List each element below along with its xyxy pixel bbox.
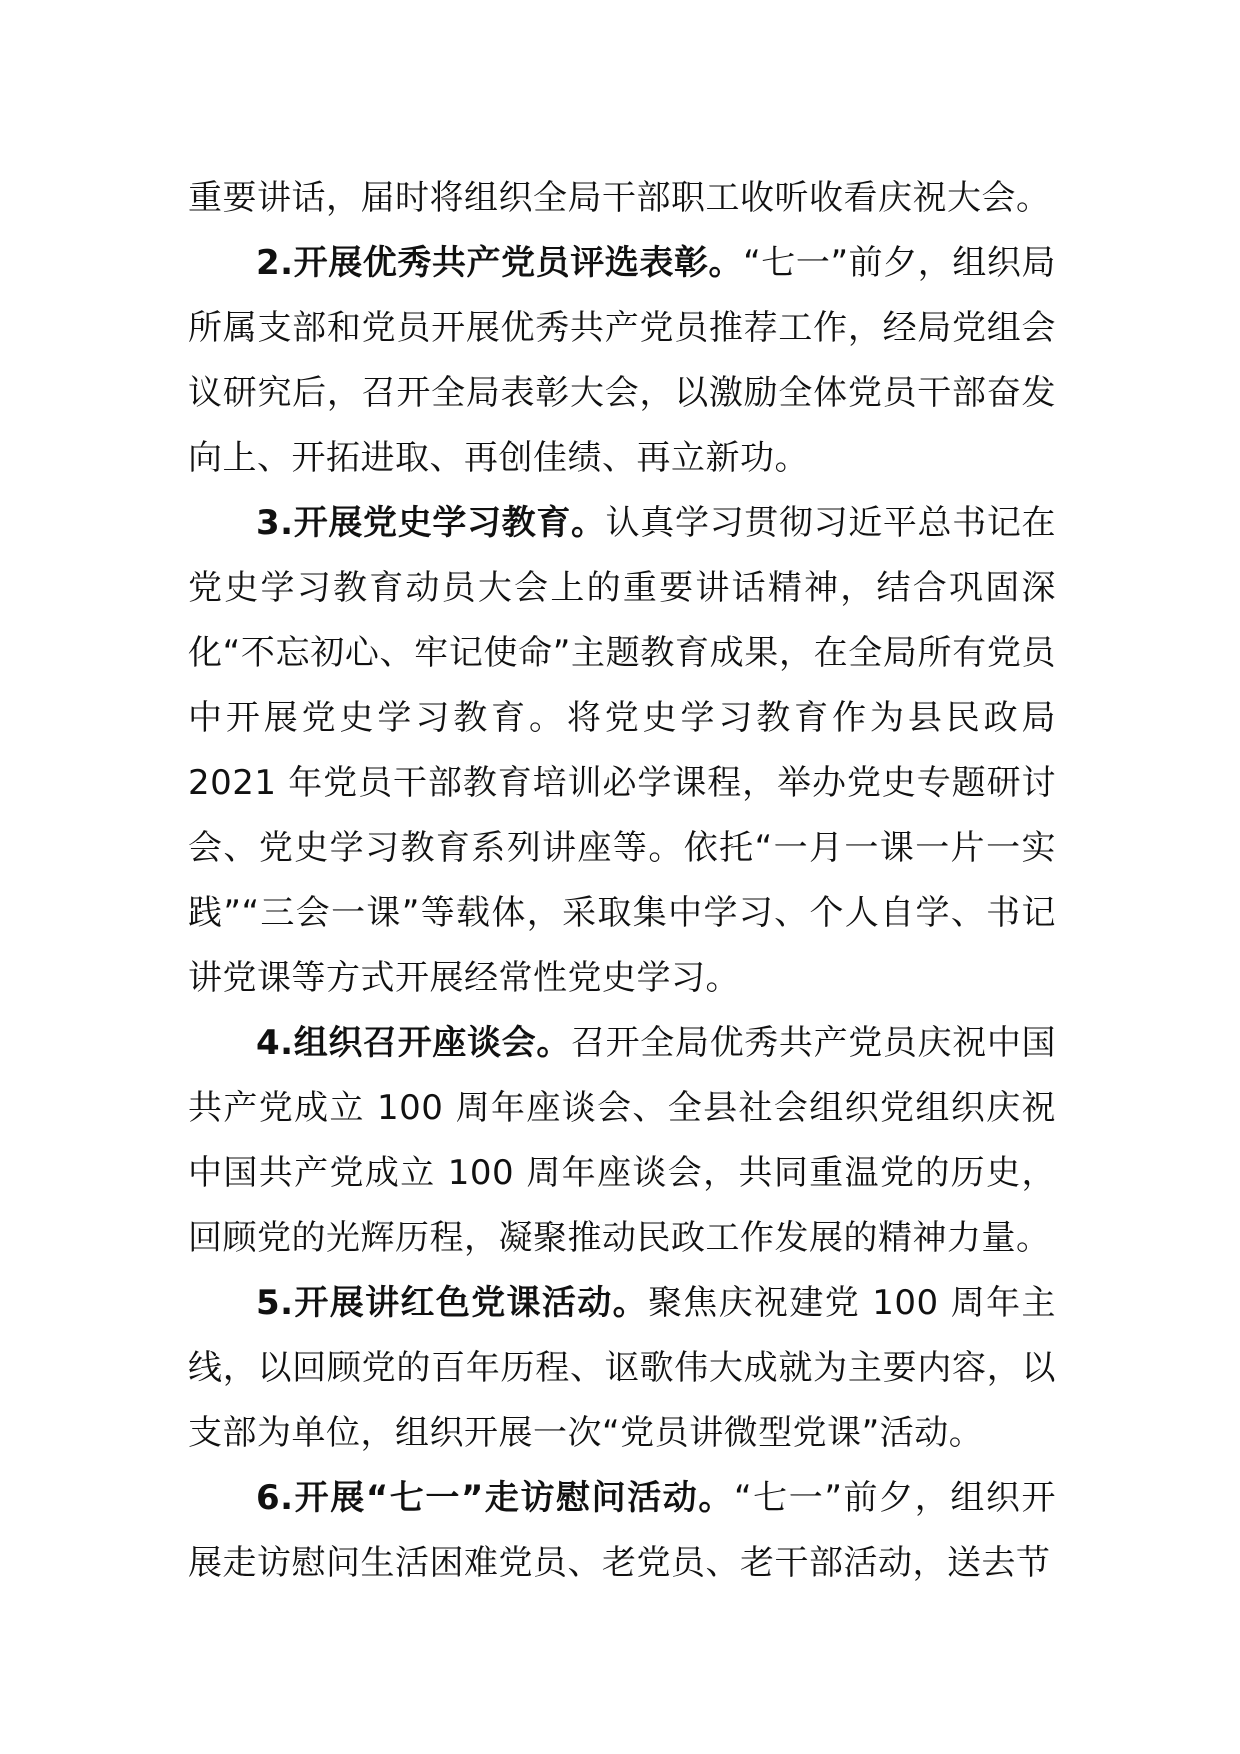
paragraph-heading: 6.开展“七一”走访慰问活动。	[256, 1478, 734, 1518]
paragraph-body: “七一”前夕，组织开展走访慰问生活困难党员、老党员、老干部活动，送去节	[188, 1478, 1056, 1583]
paragraph-body: 召开全局优秀共产党员庆祝中国共产党成立 100 周年座谈会、全县社会组织党组织庆祝中国共产党成立 100 周年座谈会，共同重温党的历史，回顾党的光辉历程，凝聚推动民政工作发展的精神力量。	[188, 1023, 1057, 1258]
paragraph-heading: 2.开展优秀共产党员评选表彰。	[256, 243, 744, 283]
paragraph-body: 重要讲话，届时将组织全局干部职工收听收看庆祝大会。	[188, 178, 1051, 218]
paragraph-body: “七一”前夕，组织局所属支部和党员开展优秀共产党员推荐工作，经局党组会议研究后，召开全局表彰大会，以激励全体党员干部奋发向上、开拓进取、再创佳绩、再立新功。	[188, 243, 1056, 478]
paragraph-heading: 3.开展党史学习教育。	[256, 503, 606, 543]
paragraph-item-5	[188, 1271, 1056, 1466]
document-page	[188, 166, 1056, 1596]
paragraph-item-4	[188, 1011, 1056, 1271]
paragraph-item-3	[188, 491, 1056, 1011]
paragraph-item-6	[188, 1466, 1056, 1596]
paragraph-item-2	[188, 231, 1056, 491]
paragraph-continuation	[188, 166, 1056, 231]
paragraph-heading: 5.开展讲红色党课活动。	[256, 1283, 648, 1323]
paragraph-body: 聚焦庆祝建党 100 周年主线，以回顾党的百年历程、讴歌伟大成就为主要内容，以支部为单位，组织开展一次“党员讲微型党课”活动。	[188, 1283, 1056, 1453]
paragraph-heading: 4.组织召开座谈会。	[256, 1023, 571, 1063]
paragraph-body: 认真学习贯彻习近平总书记在党史学习教育动员大会上的重要讲话精神，结合巩固深化“不忘初心、牢记使命”主题教育成果，在全局所有党员中开展党史学习教育。将党史学习教育作为县民政局 2021 年党员干部教育培训必学课程，举办党史专题研讨会、党史学习教育系列讲座等。依托“一月一课一片一实践”“三会一课”等载体，采取集中学习、个人自学、书记讲党课等方式开展经常性党史学习。	[188, 503, 1057, 998]
